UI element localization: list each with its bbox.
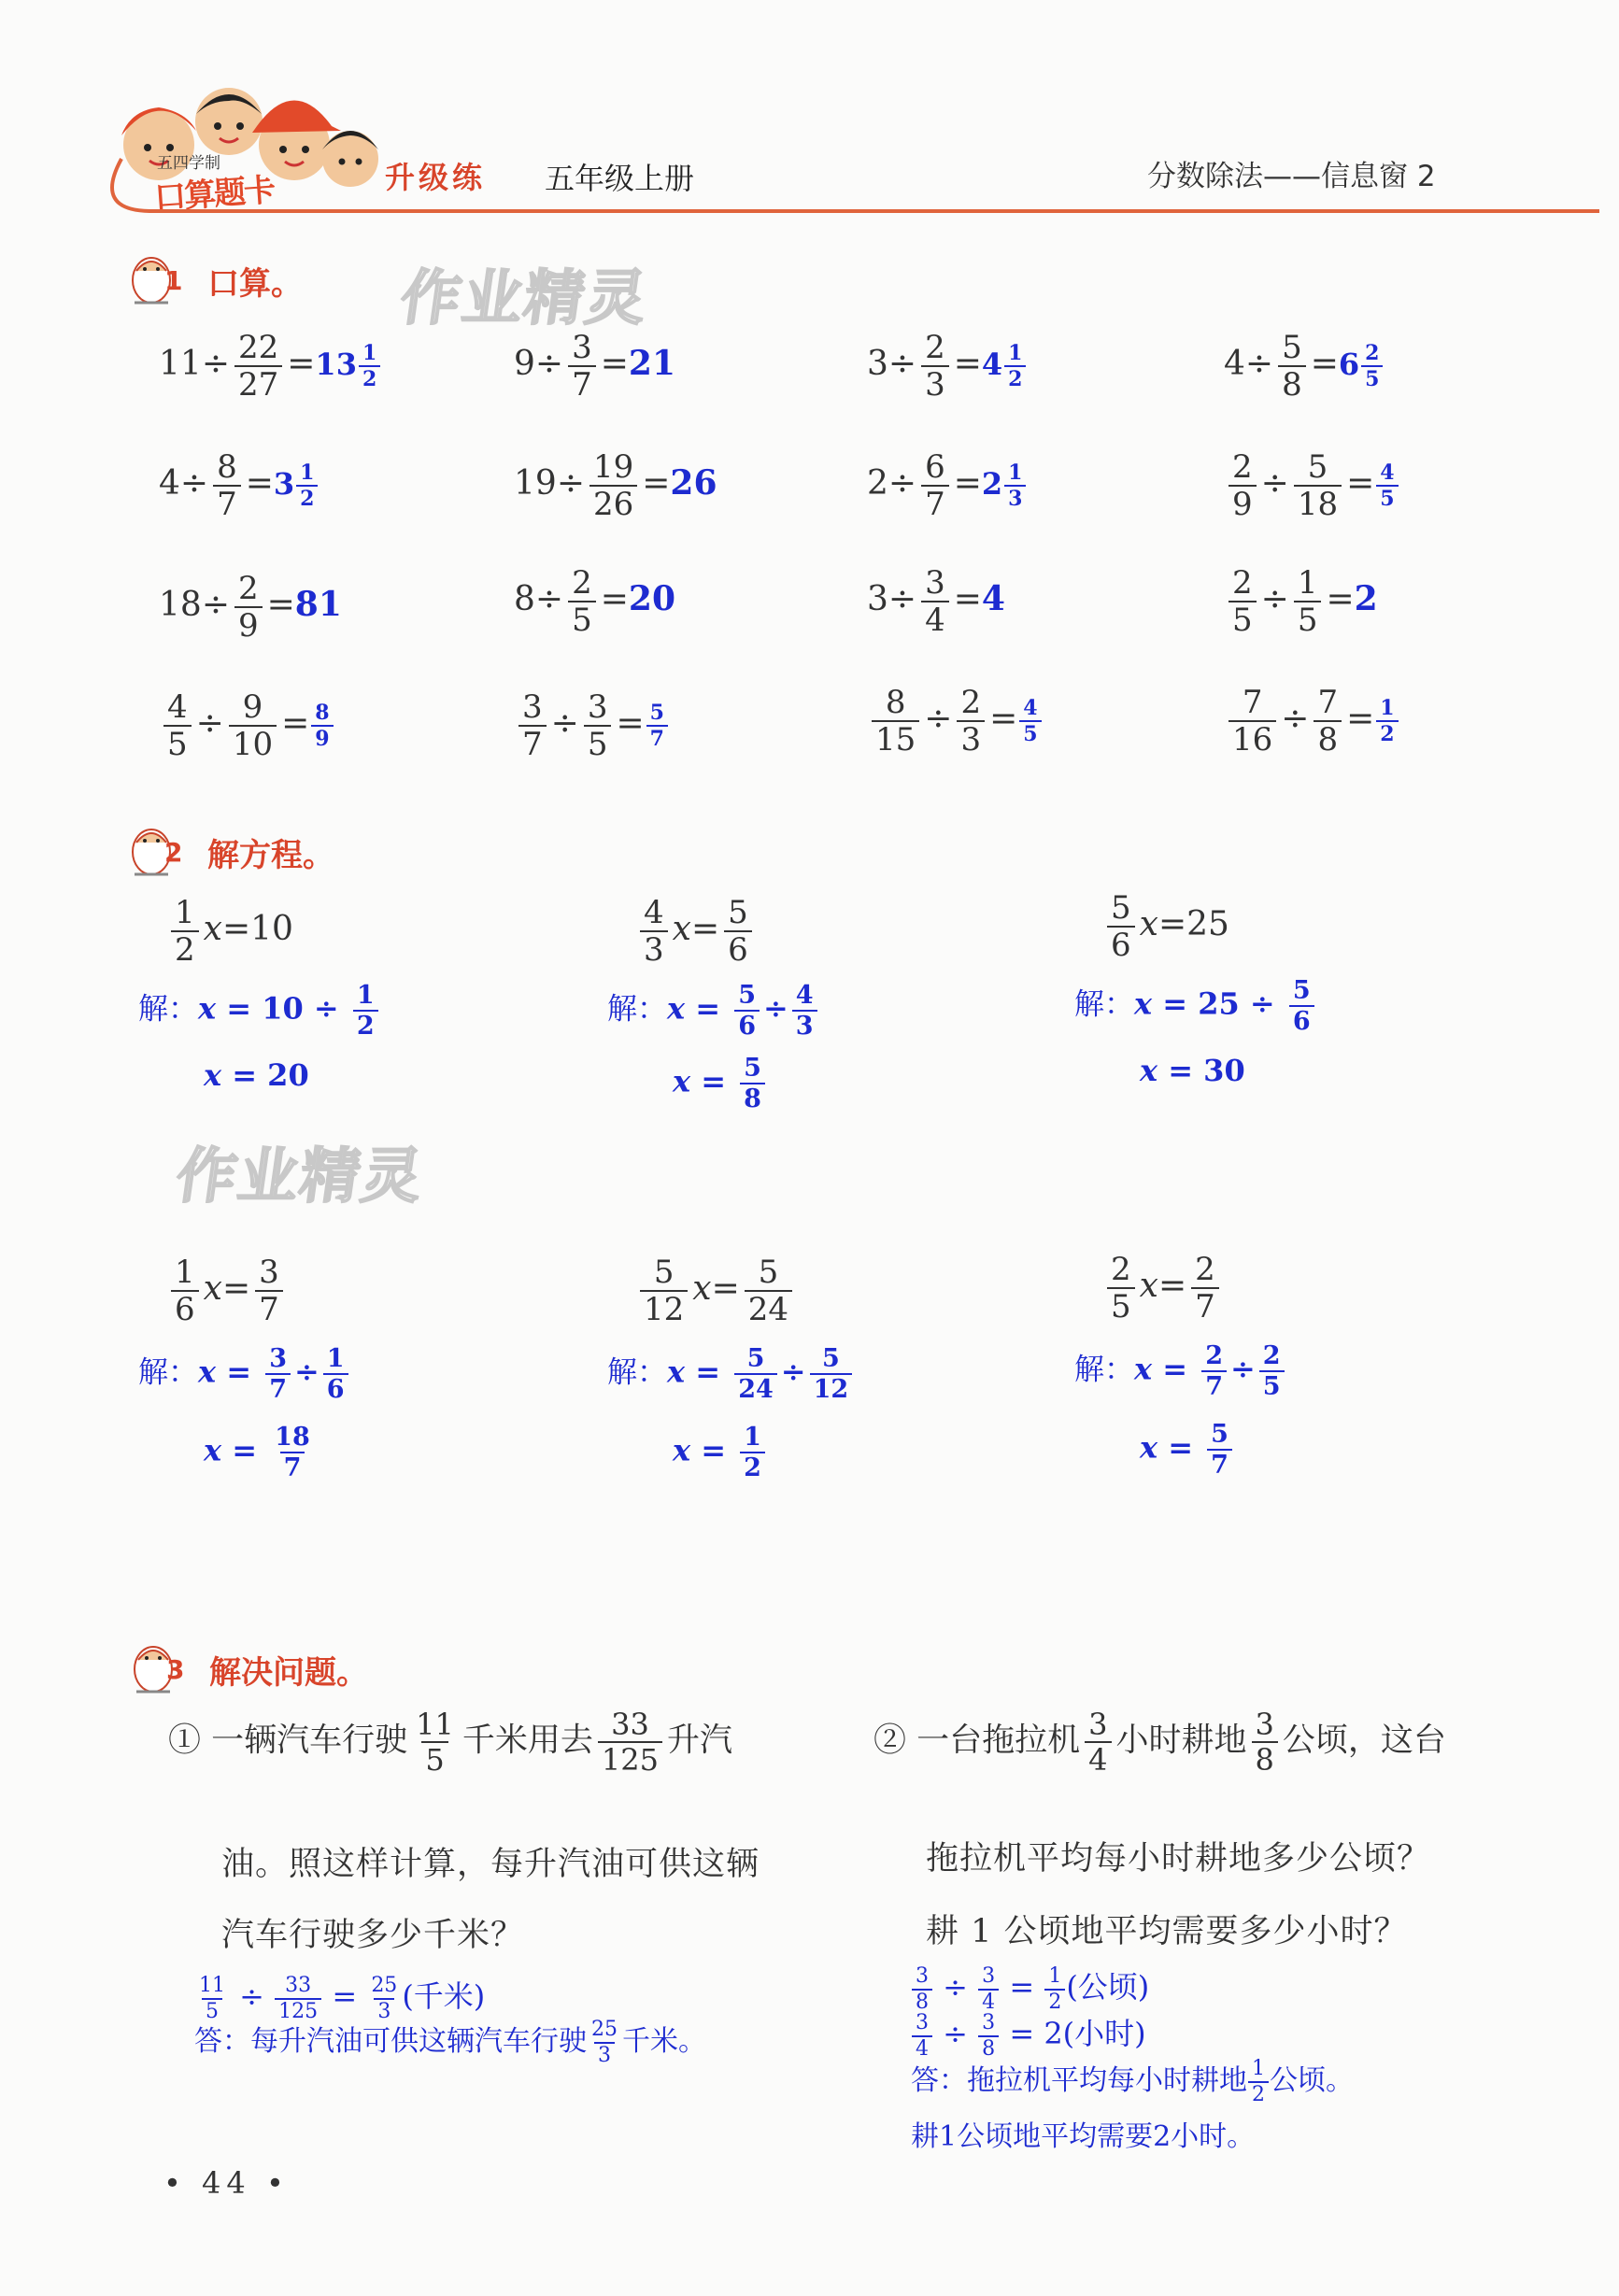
equation-statement: $\frac{5}{12}$ x= $\frac{5}{24}$ bbox=[635, 1256, 797, 1325]
oral-item: $\frac{3}{7}$ ÷ $\frac{3}{5}$ = $\frac{5}{7}$ bbox=[514, 691, 670, 760]
oral-item: 11÷ $\frac{22}{27}$ =13 $\frac{1}{2}$ bbox=[159, 332, 382, 401]
grade-label: 五年级上册 bbox=[545, 161, 695, 196]
oral-item: $\frac{4}{5}$ ÷ $\frac{9}{10}$ = $\frac{8}{9}$ bbox=[159, 691, 335, 760]
watermark: 作业精灵 bbox=[395, 264, 653, 333]
section-3-heading bbox=[131, 1639, 368, 1699]
solution-line-1: 解：x = $\frac{2}{7}$ ÷ $\frac{2}{5}$ bbox=[1074, 1343, 1288, 1399]
solution-line-2: x = 30 bbox=[1140, 1053, 1245, 1088]
oral-item: $\frac{7}{16}$ ÷ $\frac{7}{8}$ = $\frac{1}{2}$ bbox=[1224, 687, 1400, 756]
section-3-number: 3 bbox=[166, 1654, 185, 1685]
solution-line-2: x = $\frac{1}{2}$ bbox=[673, 1424, 769, 1481]
logo-top-text: 五四学制 bbox=[157, 154, 220, 173]
oral-item: 2÷ $\frac{6}{7}$ =2 $\frac{1}{3}$ bbox=[867, 451, 1028, 520]
oral-item: $\frac{2}{5}$ ÷ $\frac{1}{5}$ =2 bbox=[1224, 567, 1378, 636]
oral-item: 3÷ $\frac{2}{3}$ =4 $\frac{1}{2}$ bbox=[867, 332, 1028, 401]
section-2-heading bbox=[129, 822, 334, 882]
header bbox=[0, 0, 1619, 224]
problem-2-calc-2: $\frac{3}{4}$ ÷ $\frac{3}{8}$ = 2(小时) bbox=[911, 2010, 1146, 2060]
solution-line-2: x = $\frac{18}{7}$ bbox=[204, 1423, 310, 1482]
problem-1-calc: $\frac{11}{5}$ ÷ $\frac{33}{125}$ = $\frac{25}{3}$ (千米) bbox=[199, 1973, 486, 2023]
oral-item: 8÷ $\frac{2}{5}$ =20 bbox=[514, 564, 675, 639]
equation-statement: $\frac{1}{2}$ x=10 bbox=[166, 897, 293, 966]
solution-line-1: 解：x = 10 ÷ $\frac{1}{2}$ bbox=[138, 983, 382, 1039]
solution-line-2: x = $\frac{5}{8}$ bbox=[673, 1056, 769, 1112]
equation-statement: $\frac{4}{3}$ x= $\frac{5}{6}$ bbox=[635, 897, 757, 966]
solution-line-1: 解：x = $\frac{3}{7}$ ÷ $\frac{1}{6}$ bbox=[138, 1346, 352, 1402]
equation-1 bbox=[138, 894, 531, 1102]
oral-grid bbox=[159, 322, 1467, 771]
problem-2-answer-2: 耕1公顷地平均需要2小时。 bbox=[911, 2120, 1256, 2153]
section-1-number: 1 bbox=[164, 265, 183, 296]
chapter-label: 分数除法——信息窗 2 bbox=[1147, 160, 1436, 193]
solution-line-2: x = 20 bbox=[204, 1057, 309, 1093]
watermark: 作业精灵 bbox=[171, 1142, 429, 1212]
oral-item: 18÷ $\frac{2}{9}$ =81 bbox=[159, 570, 342, 645]
page-number: • 44 • bbox=[163, 2165, 290, 2201]
equation-3 bbox=[1074, 889, 1467, 1098]
problem-2-answer-1: 答：拖拉机平均每小时耕地 $\frac{1}{2}$ 公顷。 bbox=[911, 2057, 1354, 2106]
section-1-title: 口算。 bbox=[207, 264, 303, 303]
logo-main-text: 口算题卡 bbox=[153, 171, 276, 218]
section-2-title: 解方程。 bbox=[207, 836, 334, 874]
problem-2-line-2: 拖拉机平均每小时耕地多少公顷？ bbox=[926, 1840, 1431, 1878]
problem-2-line-3: 耕 1 公顷地平均需要多少小时？ bbox=[926, 1913, 1408, 1950]
oral-item: 4÷ $\frac{8}{7}$ =3 $\frac{1}{2}$ bbox=[159, 451, 320, 520]
problem-1-answer: 答：每升汽油可供这辆汽车行驶 $\frac{25}{3}$ 千米。 bbox=[194, 2018, 706, 2067]
equation-4 bbox=[138, 1256, 531, 1499]
solution-line-1: 解：x = $\frac{5}{6}$ ÷ $\frac{4}{3}$ bbox=[607, 983, 821, 1039]
oral-item: $\frac{2}{9}$ ÷ $\frac{5}{18}$ = $\frac{4}{5}$ bbox=[1224, 451, 1400, 520]
problem-1-line-3: 汽车行驶多少千米？ bbox=[221, 1917, 525, 1954]
problem-2 bbox=[873, 1709, 1612, 2158]
equation-statement: $\frac{5}{6}$ x=25 bbox=[1102, 892, 1229, 961]
equation-statement: $\frac{2}{5}$ x= $\frac{2}{7}$ bbox=[1102, 1254, 1224, 1323]
oral-item: 9÷ $\frac{3}{7}$ =21 bbox=[514, 329, 675, 404]
problem-1 bbox=[168, 1709, 841, 2083]
solution-line-1: 解：x = 25 ÷ $\frac{5}{6}$ bbox=[1074, 978, 1318, 1034]
oral-item: 19÷ $\frac{19}{26}$ =26 bbox=[514, 448, 717, 523]
section-3-title: 解决问题。 bbox=[209, 1653, 368, 1692]
section-1-heading bbox=[129, 250, 303, 310]
solution-line-1: 解：x = $\frac{5}{24}$ ÷ $\frac{5}{12}$ bbox=[607, 1346, 856, 1402]
series-label: 升级练 bbox=[385, 160, 487, 195]
equation-5 bbox=[607, 1256, 1018, 1499]
problem-1-line-2: 油。照这样计算，每升汽油可供这辆 bbox=[221, 1846, 760, 1883]
solution-line-2: x = $\frac{5}{7}$ bbox=[1140, 1422, 1236, 1478]
equation-2 bbox=[607, 894, 1000, 1130]
problem-1-line-1: ① 一辆汽车行驶 $\frac{11}{5}$ 千米用去 $\frac{33}{125}$ 升汽 bbox=[168, 1707, 732, 1778]
problem-2-calc-1: $\frac{3}{8}$ ÷ $\frac{3}{4}$ = $\frac{1}{2}$ (公顷) bbox=[911, 1963, 1149, 2013]
equation-statement: $\frac{1}{6}$ x= $\frac{3}{7}$ bbox=[166, 1256, 288, 1325]
header-rule bbox=[93, 140, 1602, 224]
problem-2-line-1: ② 一台拖拉机 $\frac{3}{4}$ 小时耕地 $\frac{3}{8}$ 公顷，这台 bbox=[873, 1707, 1446, 1778]
oral-item: 3÷ $\frac{3}{4}$ =4 bbox=[867, 564, 1005, 639]
section-2-number: 2 bbox=[164, 837, 183, 868]
oral-item: $\frac{8}{15}$ ÷ $\frac{2}{3}$ = $\frac{4}{5}$ bbox=[867, 687, 1044, 756]
oral-item: 4÷ $\frac{5}{8}$ =6 $\frac{2}{5}$ bbox=[1224, 332, 1385, 401]
equation-6 bbox=[1074, 1251, 1467, 1496]
